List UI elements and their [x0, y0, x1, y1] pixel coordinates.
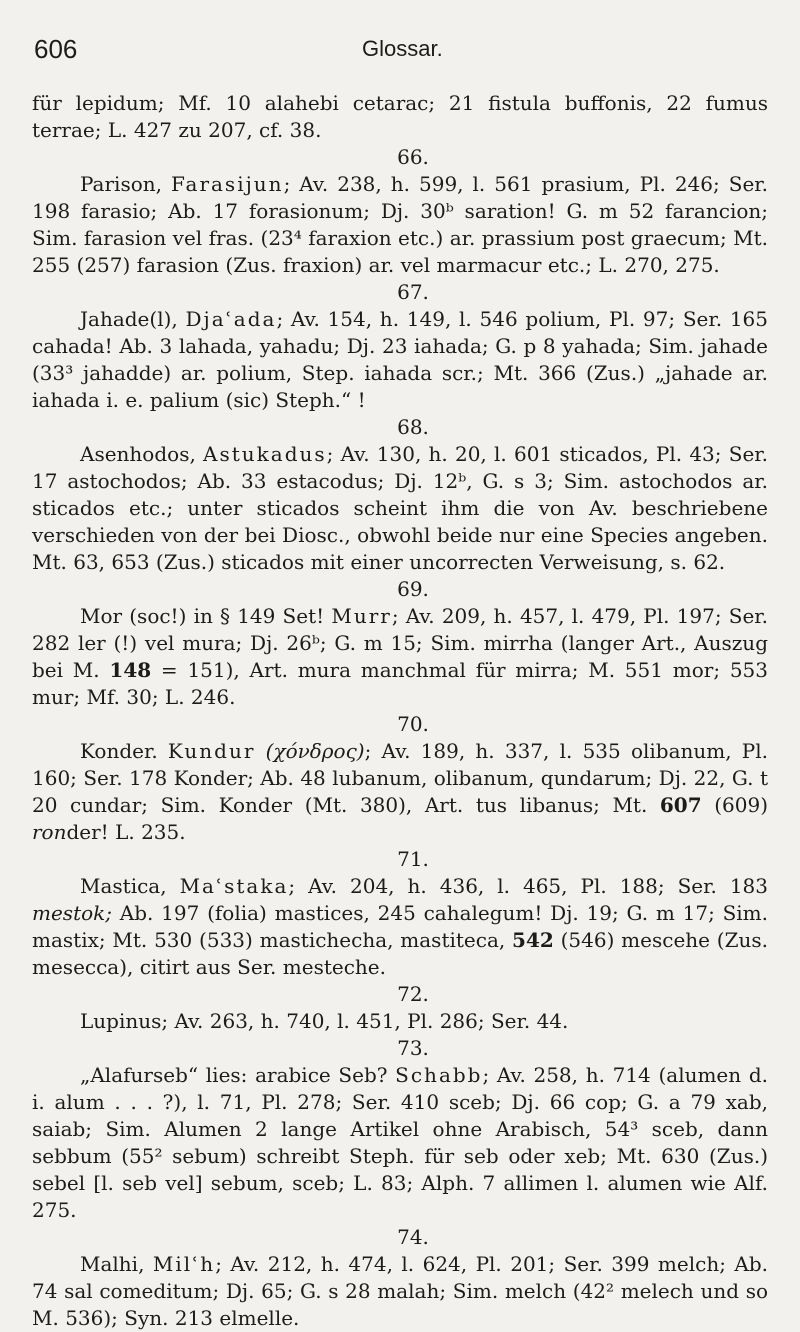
entry-66-lead: Parison,	[80, 172, 171, 196]
entry-73-lead: „Alafurseb“ lies: arabice Seb?	[80, 1063, 396, 1087]
entry-67-lead: Jahade(l),	[80, 307, 186, 331]
entry-69-text-1: ; Av. 209, h. 457, l. 479, Pl. 197; Ser. 282 ler (!) vel mura; Dj. 26ᵇ; G. m 15; Sim. mirrha (langer Art., Auszug bei M.	[32, 604, 769, 682]
entry-number-72: 72.	[397, 982, 429, 1006]
entry-70-arabic-term: Kundur	[167, 739, 256, 763]
entry-68-text: ; Av. 130, h. 20, l. 601 sticados, Pl. 43; Ser. 17 astochodos; Ab. 33 estacodus; Dj. 12ᵇ, G. s 3; Sim. astochodos ar. sticados etc.; unter sticados scheint ihm die von Av. beschriebene verschieden von der bei Diosc., obwohl beide nur eine Species angeben. Mt. 63, 653 (Zus.) sticados mit einer uncorrecten Verweisung, s. 62.	[32, 442, 768, 574]
entry-70-text-3: der! L. 235.	[66, 820, 186, 844]
entry-number-66: 66.	[397, 145, 429, 169]
entry-70-bold-ref: 607	[659, 793, 702, 817]
page-header	[32, 28, 768, 62]
entry-74-text: ; Av. 212, h. 474, l. 624, Pl. 201; Ser. 399 melch; Ab. 74 sal comeditum; Dj. 65; G. s 28 malah; Sim. melch (42² melech und so M. 536); Syn. 213 elmelle.	[32, 1252, 768, 1330]
entry-69	[32, 603, 768, 711]
entry-number-69: 69.	[397, 577, 429, 601]
entry-67-arabic-term: Djaʿada	[185, 307, 277, 331]
running-title: Glossar.	[362, 36, 443, 61]
entry-72: Lupinus; Av. 263, h. 740, l. 451, Pl. 286; Ser. 44.	[80, 1009, 569, 1033]
entry-71-text-1: ; Av. 204, h. 436, l. 465, Pl. 188; Ser. 183	[288, 874, 768, 898]
entry-70-italic: ron	[32, 820, 67, 844]
entry-66-arabic-term: Farasijun	[171, 172, 284, 196]
entry-69-bold-ref: 148	[109, 658, 152, 682]
entry-71-lead: Mastica,	[80, 874, 180, 898]
entry-68-lead: Asenhodos,	[80, 442, 204, 466]
entry-67	[32, 306, 768, 414]
entry-71-italic: mestok;	[32, 901, 112, 925]
entry-71-text-3: (546) mescehe (Zus. mesecca), citirt aus Ser. mesteche.	[32, 928, 768, 979]
entry-number-67: 67.	[397, 280, 429, 304]
entry-73	[32, 1062, 768, 1224]
entry-71	[32, 873, 768, 981]
entry-70-lead: Konder.	[80, 739, 168, 763]
entry-number-73: 73.	[397, 1036, 429, 1060]
entry-69-arabic-term: Murr	[331, 604, 392, 628]
entry-74	[32, 1251, 768, 1332]
entry-70-text-2: (609)	[701, 793, 768, 817]
entry-74-arabic-term: Milʿh	[152, 1252, 216, 1276]
document-page	[32, 28, 769, 1330]
entry-71-arabic-term: Maʿstaka	[179, 874, 289, 898]
entry-number-74: 74.	[397, 1225, 429, 1249]
entry-number-71: 71.	[397, 847, 429, 871]
entry-66	[32, 171, 768, 279]
entry-74-lead: Malhi,	[80, 1252, 153, 1276]
entry-66-text: ; Av. 238, h. 599, l. 561 prasium, Pl. 246; Ser. 198 farasio; Ab. 17 forasionum; Dj. 30ᵇ saration! G. m 52 farancion; Sim. farasion vel fras. (23⁴ faraxion etc.) ar. prassium post graecum; Mt. 255 (257) farasion (Zus. fraxion) ar. vel marmacur etc.; L. 270, 275.	[32, 172, 768, 277]
entry-70	[32, 738, 768, 846]
entry-73-text: ; Av. 258, h. 714 (alumen d. i. alum . . . ?), l. 71, Pl. 278; Ser. 410 sceb; Dj. 66 cop; G. a 79 xab, saiab; Sim. Alumen 2 lange Artikel ohne Arabisch, 54³ sceb, dann sebbum (55² sebum) schreibt Steph. für seb oder xeb; Mt. 630 (Zus.) sebel [l. seb vel] sebum, sceb; L. 83; Alph. 7 allimen l. alumen wie Alf. 275.	[32, 1063, 768, 1222]
entry-70-text-1: ; Av. 189, h. 337, l. 535 olibanum, Pl. 160; Ser. 178 Konder; Ab. 48 lubanum, olibanum, qundarum; Dj. 22, G. t 20 cundar; Sim. Konder (Mt. 380), Art. tus libanus; Mt.	[32, 739, 769, 817]
entry-71-bold-ref: 542	[512, 928, 554, 952]
entry-70-greek-term: (χόνδρος)	[265, 739, 365, 763]
entry-71-text-2: Ab. 197 (folia) mastices, 245 cahalegum! Dj. 19; G. m 17; Sim. mastix; Mt. 530 (533) mastichecha, mastiteca,	[32, 901, 768, 952]
entry-68	[32, 441, 768, 576]
entry-67-text: ; Av. 154, h. 149, l. 546 polium, Pl. 97; Ser. 165 cahada! Ab. 3 lahada, yahadu; Dj. 23 iahada; G. p 8 yahada; Sim. jahade (33³ jahadde) ar. polium, Step. iahada scr.; Mt. 366 (Zus.) „jahade ar. iahada i. e. palium (sic) Steph.“ !	[32, 307, 769, 412]
entry-73-arabic-term: Schabb	[395, 1063, 483, 1087]
entry-number-68: 68.	[397, 415, 429, 439]
intro-paragraph: für lepidum; Mf. 10 alahebi cetarac; 21 fistula buffonis, 22 fumus terrae; L. 427 zu 207, cf. 38.	[32, 91, 768, 142]
entry-69-lead: Mor (soc!) in § 149 Set!	[80, 604, 332, 628]
page-number: 606	[34, 34, 78, 64]
entry-68-arabic-term: Astukadus	[203, 442, 327, 466]
entry-69-text-2: = 151), Art. mura manchmal für mirra; M. 551 mor; 553 mur; Mf. 30; L. 246.	[32, 658, 768, 709]
entry-number-70: 70.	[397, 712, 429, 736]
